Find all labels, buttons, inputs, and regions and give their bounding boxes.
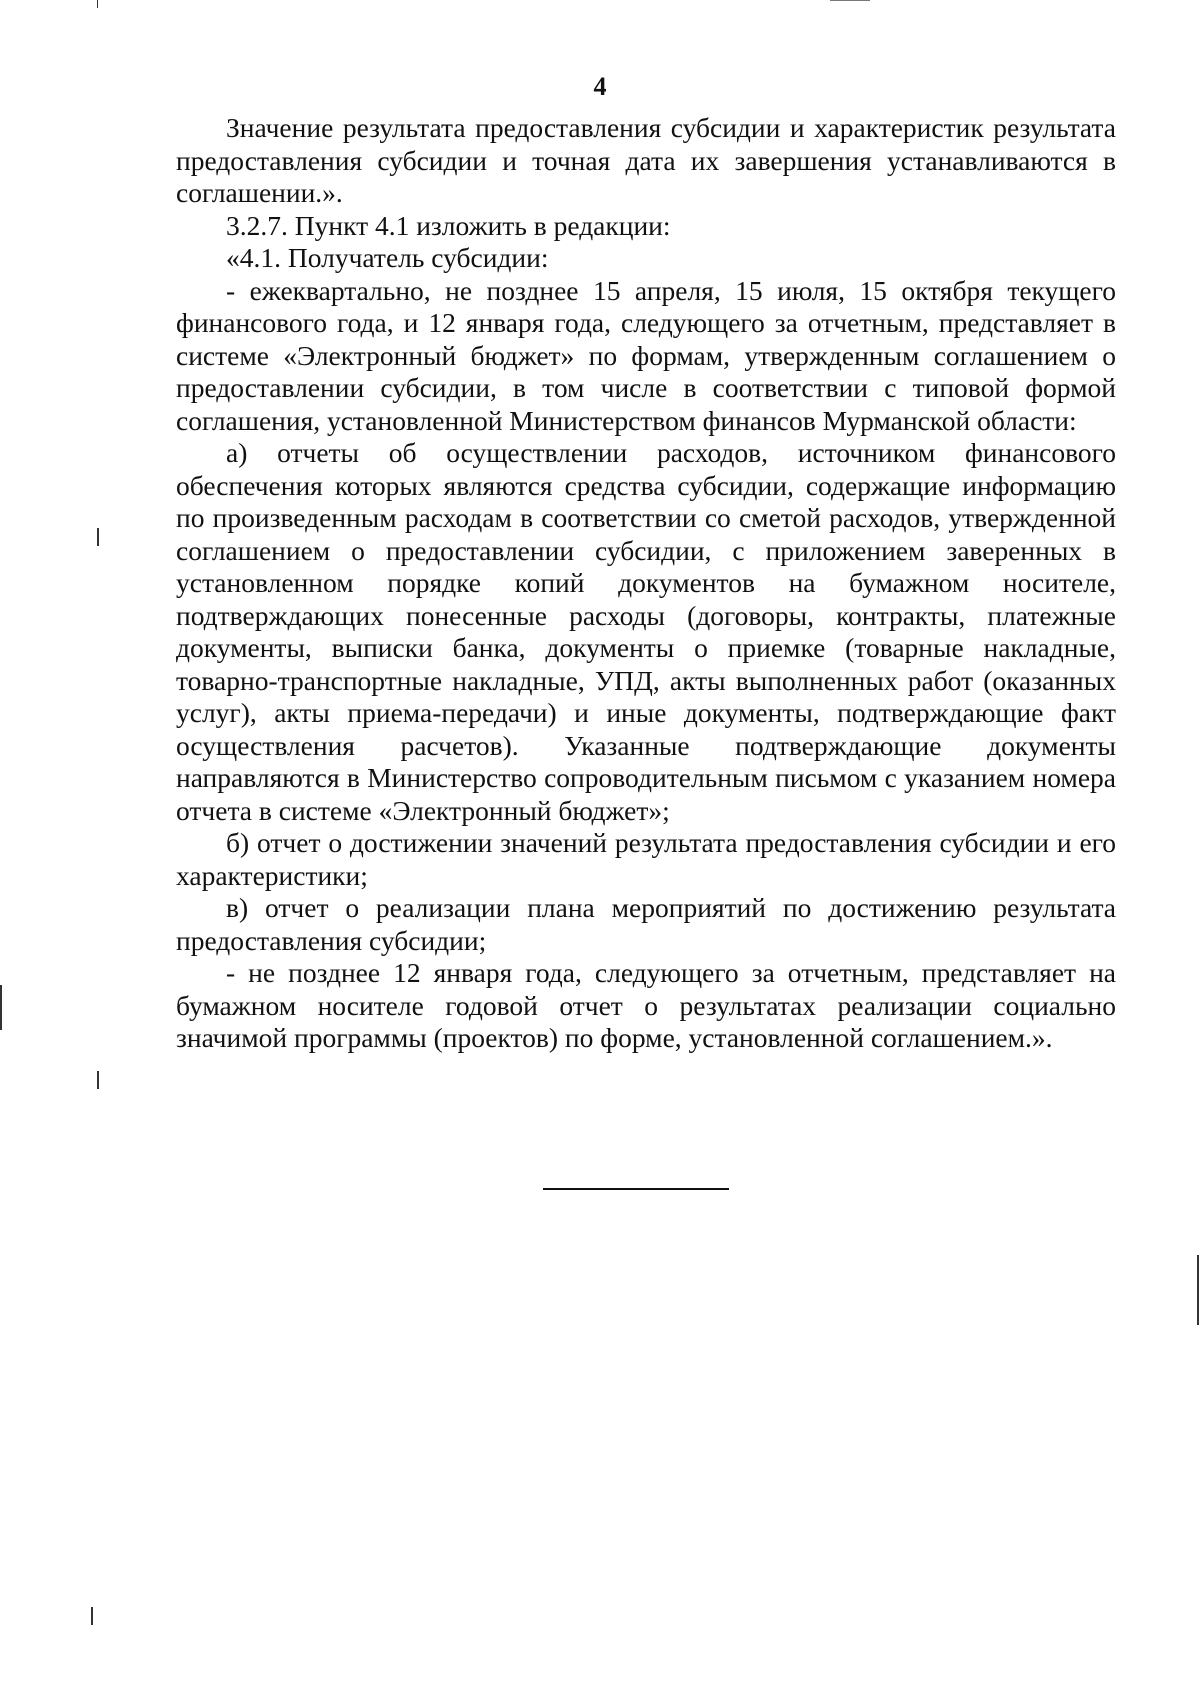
scan-artifact-right-1: [1197, 1255, 1199, 1325]
scan-artifact-top-left: [97, 0, 98, 8]
paragraph-clause-3-2-7: 3.2.7. Пункт 4.1 изложить в редакции:: [226, 209, 671, 241]
paragraph-annual-report: - не позднее 12 января года, следующего за отчетным, представляет на бумажном носителе годовой отчет о результатах реализации социально значимой программы (проектов) по форме, установленной соглашением.».: [176, 957, 1116, 1053]
paragraph-result-values: Значение результата предоставления субсидии и характеристик результата предоставления субсидии и точная дата их завершения устанавливаются в соглашении.».: [176, 112, 1116, 208]
scan-artifact-left-1: [97, 528, 99, 546]
paragraph-item-a: а) отчеты об осуществлении расходов, источником финансового обеспечения которых являются средства субсидии, содержащие информацию по произведенным расходам в соответствии со сметой расходов, утвержденной соглашением о предоставлении субсидии, с приложением заверенных в установленном порядке копий документов на бумажном носителе, подтверждающих понесенные расходы (договоры, контракты, платежные документы, выписки банка, документы о приемке (товарные накладные, товарно-транспортные накладные, УПД, акты выполненных работ (оказанных услуг), акты приема-передачи) и иные документы, подтверждающие факт осуществления расчетов). Указанные подтверждающие документы направляются в Министерство сопроводительным письмом с указанием номера отчета в системе «Электронный бюджет»;: [176, 437, 1116, 826]
end-separator-line: [543, 1188, 729, 1190]
paragraph-item-v: в) отчет о реализации плана мероприятий по достижению результата предоставления субсидии;: [176, 892, 1116, 956]
paragraph-quarterly-reporting: - ежеквартально, не позднее 15 апреля, 15 июля, 15 октября текущего финансового года, и 12 января года, следующего за отчетным, представляет в системе «Электронный бюджет» по формам, утвержденным соглашением о предоставлении субсидии, в том числе в соответствии с типовой формой соглашения, установленной Министерством финансов Мурманской области:: [176, 274, 1116, 436]
scan-artifact-left-2: [97, 1071, 99, 1089]
scan-artifact-left-3: [91, 1607, 93, 1625]
document-body: [176, 112, 1116, 1055]
scan-artifact-top: [830, 0, 870, 1]
paragraph-item-b: б) отчет о достижении значений результата предоставления субсидии и его характеристики;: [176, 827, 1116, 891]
paragraph-clause-4-1: «4.1. Получатель субсидии:: [226, 242, 549, 273]
page-number: 4: [593, 72, 607, 101]
scan-artifact-left-4: [0, 985, 2, 1030]
